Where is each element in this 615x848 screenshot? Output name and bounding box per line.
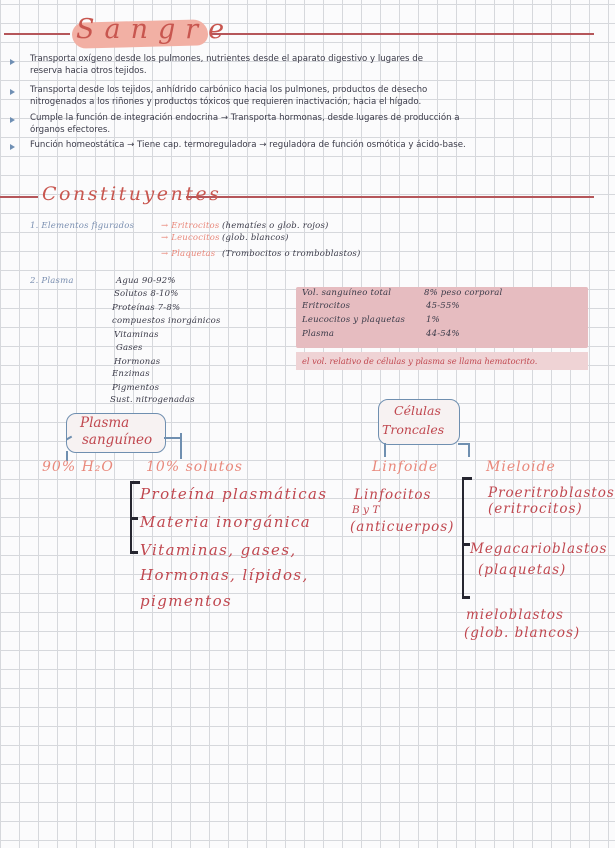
mieloide-item: (plaquetas) — [478, 562, 567, 578]
stem-bubble-line: Troncales — [382, 422, 445, 437]
linfoide-item: B y T — [352, 504, 380, 516]
plasma-bubble-line: sanguíneo — [82, 432, 153, 448]
plasma-item: Enzimas — [112, 369, 150, 379]
table-label: Vol. sanguíneo total — [302, 288, 392, 298]
title-underline-left — [4, 33, 70, 35]
bracket-tick — [130, 551, 138, 554]
section-underline-left — [0, 196, 38, 198]
water-label: 90% H₂O — [42, 459, 114, 475]
hematocrito-note: el vol. relativo de células y plasma se llama hematocrito. — [302, 356, 538, 366]
plasma-item: Gases — [116, 343, 143, 353]
section-title: Constituyentes — [42, 183, 222, 205]
intro-line: Transporta desde los tejidos, anhídrido carbónico hacia los pulmones, productos de desecho — [30, 85, 428, 95]
plasma-item: Proteínas 7-8% — [112, 303, 181, 313]
solute-item: Vitaminas, gases, — [140, 541, 297, 559]
intro-line: reserva hacia otros tejidos. — [30, 66, 147, 76]
mieloide-item: (glob. blancos) — [464, 625, 581, 641]
bullet-icon — [10, 89, 16, 95]
table-value: 1% — [426, 315, 440, 325]
elemento-desc: (glob. blancos) — [222, 233, 289, 243]
table-value: 8% peso corporal — [424, 288, 503, 298]
intro-line: Función homeostática → Tiene cap. termoreguladora → reguladora de función osmótica y ácido-base. — [30, 140, 466, 150]
plasma-bubble-line: Plasma — [80, 415, 130, 431]
plasma-item: Hormonas — [114, 357, 161, 367]
plasma-item: Sust. nitrogenadas — [110, 395, 195, 405]
bracket-tick — [130, 481, 140, 484]
elemento-desc: (hematíes o glob. rojos) — [222, 221, 329, 231]
elemento-desc: (Trombocitos o tromboblastos) — [222, 249, 361, 259]
intro-line: Transporta oxígeno desde los pulmones, nutrientes desde el aparato digestivo y lugares de — [30, 54, 423, 64]
bullet-icon — [10, 117, 16, 123]
mieloide-item: Proeritroblastos — [488, 485, 615, 501]
linfoide-label: Linfoide — [372, 459, 439, 475]
table-label: Plasma — [302, 329, 335, 339]
mieloide-item: mieloblastos — [466, 607, 564, 623]
connector — [164, 437, 180, 439]
elemento-name: → Leucocitos — [161, 233, 220, 243]
connector — [468, 443, 470, 457]
bullet-icon — [10, 59, 16, 65]
mieloide-item: Megacarioblastos — [470, 541, 608, 557]
connector — [384, 443, 386, 457]
solute-item: pigmentos — [140, 592, 233, 610]
solute-item: Hormonas, lípidos, — [140, 566, 309, 584]
table-value: 44-54% — [426, 329, 460, 339]
connector — [180, 433, 182, 459]
stem-bubble-line: Células — [394, 403, 441, 418]
plasma-item: Vitaminas — [114, 330, 159, 340]
solutes-label: 10% solutos — [146, 459, 243, 475]
intro-line: órganos efectores. — [30, 125, 111, 135]
linfoide-item: (anticuerpos) — [350, 519, 455, 535]
mieloide-bracket — [462, 477, 464, 597]
mieloide-item: (eritrocitos) — [488, 501, 583, 517]
intro-line: nitrogenados a los riñones y productos tóxicos que requieren inactivación, hacia el hígado. — [30, 97, 422, 107]
intro-line: Cumple la función de integración endocrina → Transporta hormonas, desde lugares de producción a — [30, 113, 460, 123]
bullet-icon — [10, 144, 16, 150]
bracket-tick — [130, 517, 138, 520]
table-label: Leucocitos y plaquetas — [302, 315, 406, 325]
page-title: Sangre — [76, 14, 235, 45]
solute-item: Materia inorgánica — [140, 513, 312, 531]
plasma-item: Pigmentos — [112, 383, 160, 393]
elementos-label: 1. Elementos figurados — [30, 221, 135, 231]
elemento-name: → Plaquetas — [161, 249, 216, 259]
solute-item: Proteína plasmáticas — [140, 485, 328, 503]
title-underline-right — [210, 33, 594, 35]
table-value: 45-55% — [426, 301, 460, 311]
table-label: Eritrocitos — [302, 301, 351, 311]
linfoide-item: Linfocitos — [354, 487, 432, 503]
elemento-name: → Eritrocitos — [161, 221, 220, 231]
plasma-item: Solutos 8-10% — [114, 289, 179, 299]
mieloide-label: Mieloide — [486, 459, 556, 475]
plasma-item: compuestos inorgánicos — [112, 316, 221, 326]
section-underline-right — [186, 196, 594, 198]
bracket-tick — [462, 543, 470, 546]
bracket-tick — [462, 477, 472, 480]
plasma-item: Agua 90-92% — [116, 276, 176, 286]
plasma-label: 2. Plasma — [30, 276, 74, 286]
bracket-tick — [462, 596, 470, 599]
